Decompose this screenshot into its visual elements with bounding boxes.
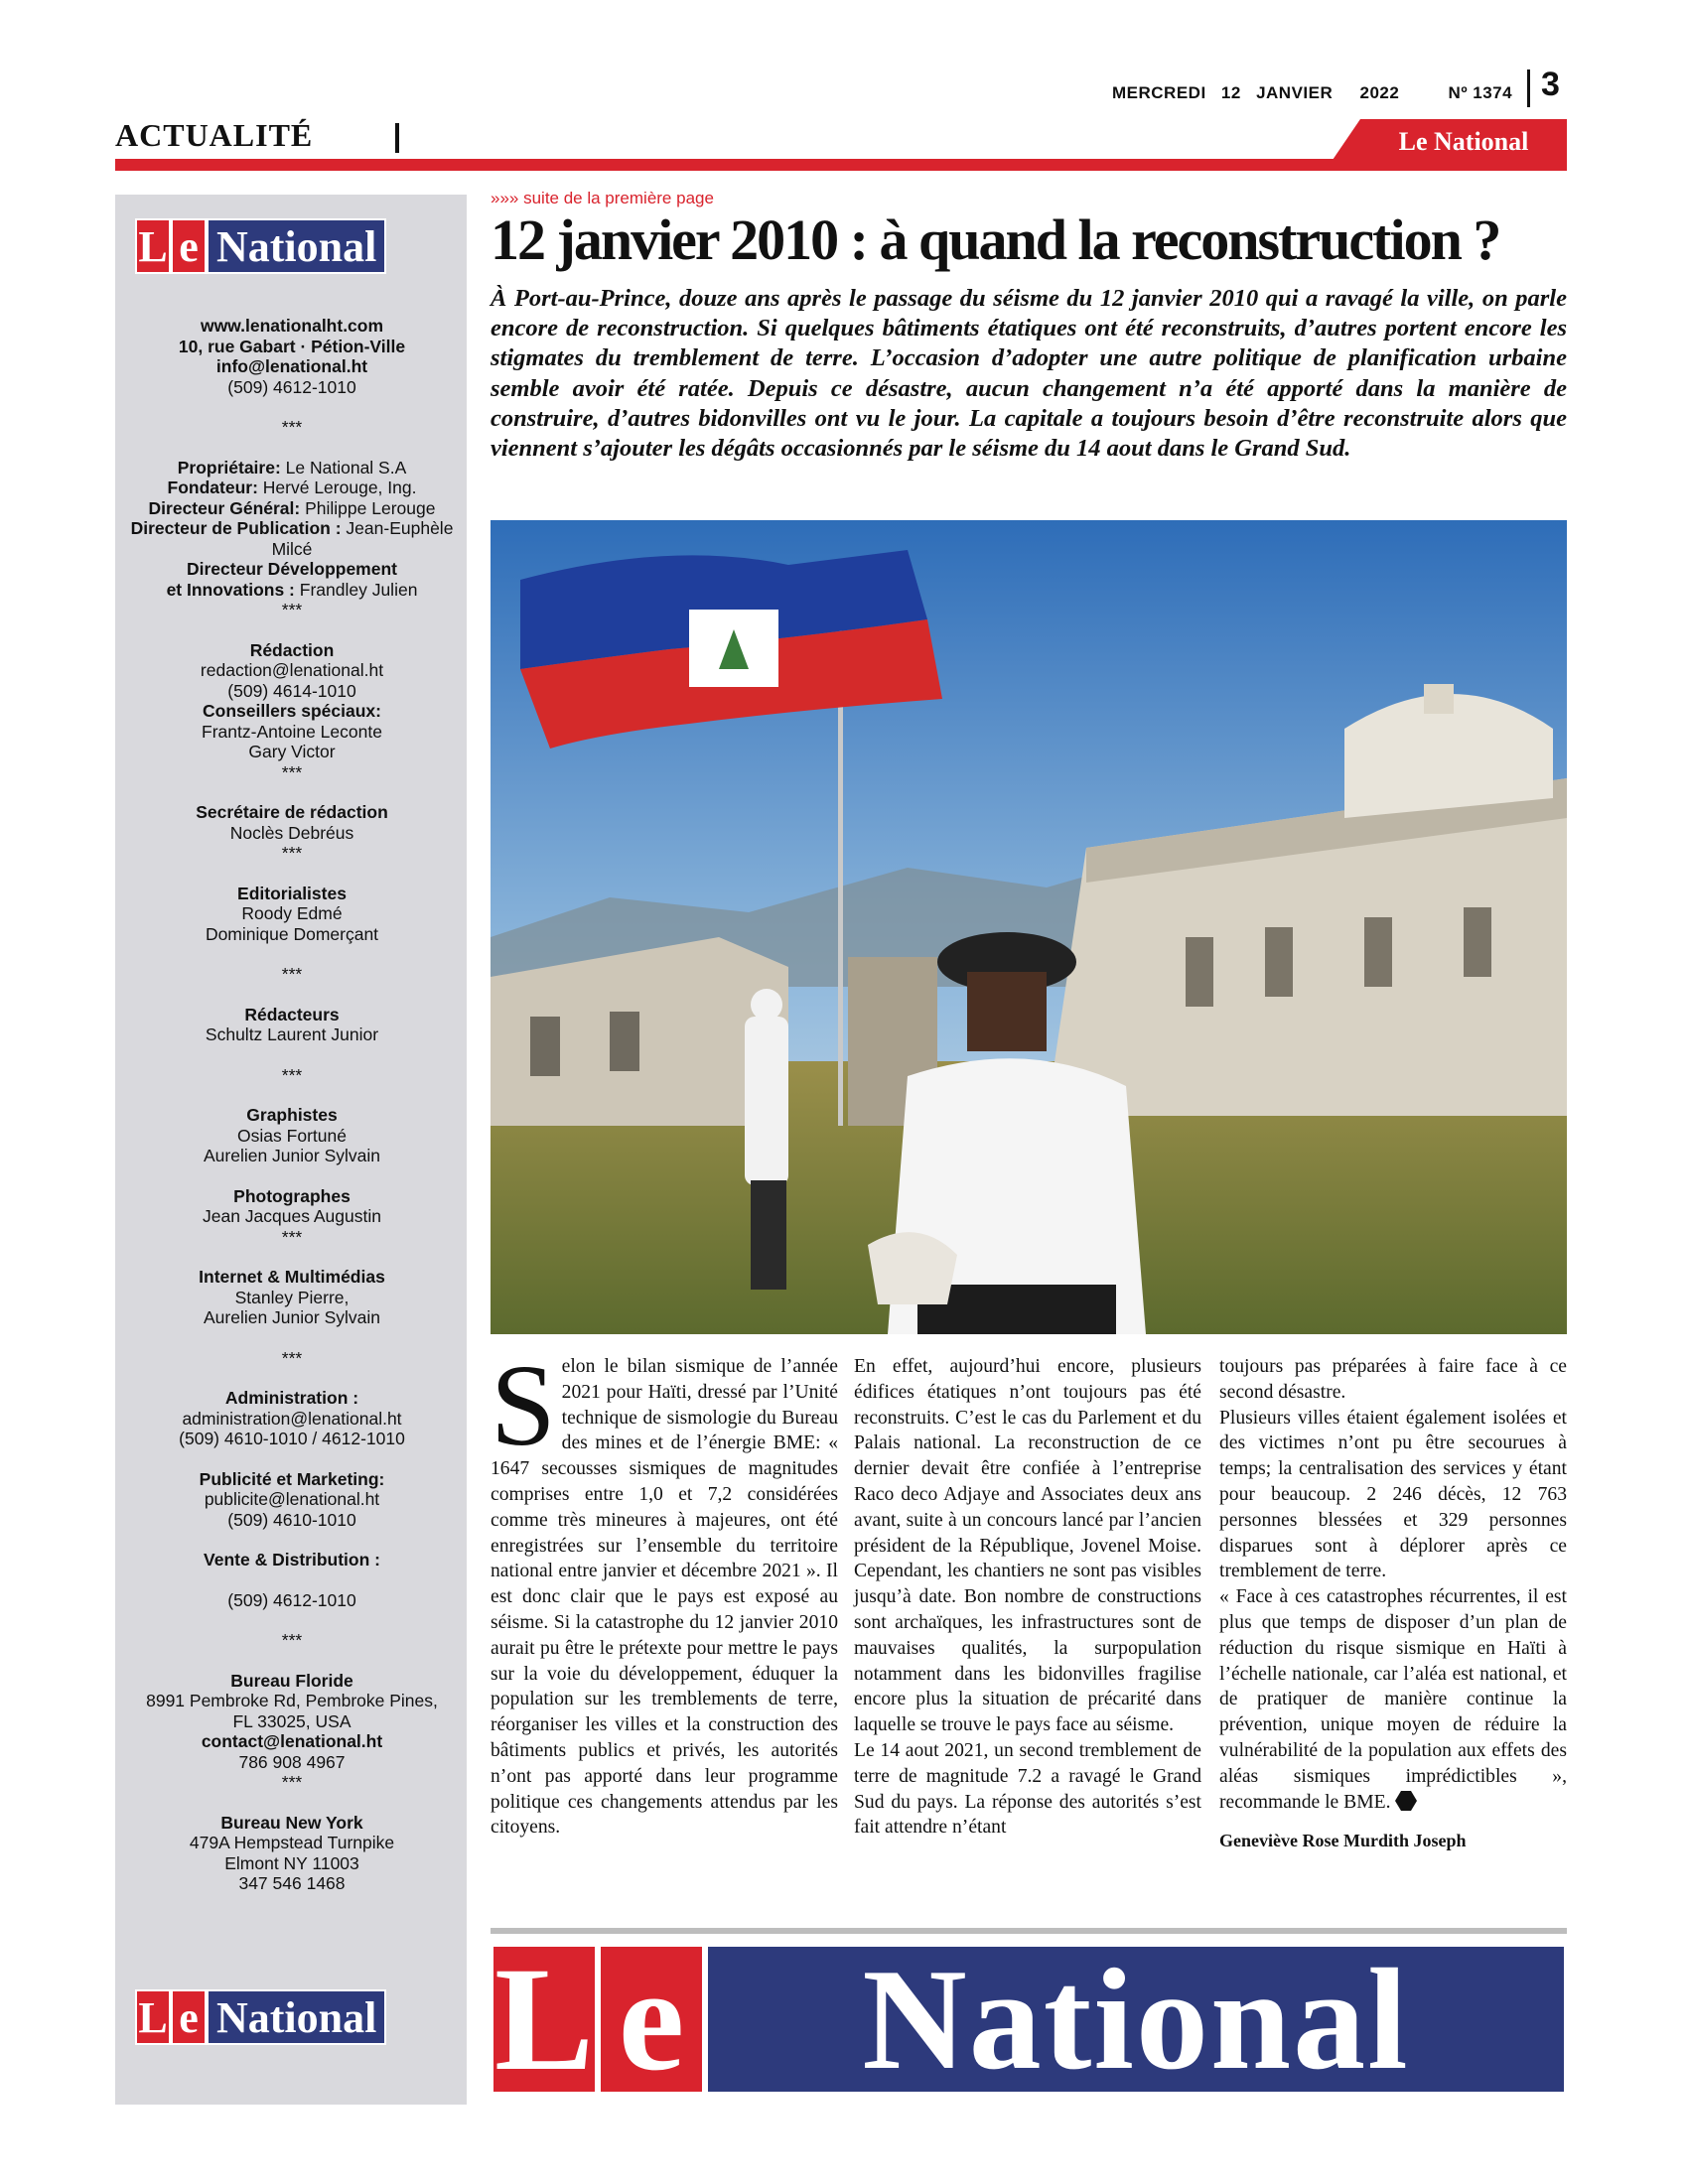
brand-tab-label: Le National <box>1398 127 1529 156</box>
admin-email: administration@lenational.ht <box>182 1408 402 1429</box>
masthead-text <box>125 316 459 1894</box>
logo-word-national: National <box>705 1944 1567 2095</box>
photographe: Jean Jacques Augustin <box>203 1206 381 1226</box>
dg-label: Directeur Général: <box>148 497 301 518</box>
separator: *** <box>281 761 303 782</box>
article-headline: 12 janvier 2010 : à quand la reconstruction ? <box>491 207 1500 272</box>
column-2-paragraph-1: En effet, aujourd’hui encore, plusieurs édifices étatiques n’ont toujours pas été reconstruits. C’est le cas du Parlement et du Palais national. La reconstruction de ce dernier devait être confiée à l’entreprise Raco deco Adjaye and Associates deux ans avant, suite à un concours lancé par l’ancien président de la République, Jovenel Moise. Cependant, les chantiers ne sont pas visibles jusqu’à date. Bon nombre de constructions sont archaïques, les infrastructures sont de mauvaises qualités, la surpopulation notamment dans les bidonvilles fragilise encore plus la situation de précarité dans laquelle se trouve le pays face au séisme. <box>854 1356 1201 1736</box>
logo-word-national: National <box>207 218 386 274</box>
secretaire-label: Secrétaire de rédaction <box>196 802 388 822</box>
column-3-paragraph-2: Plusieurs villes étaient également isolées et des victimes n’ont pu être secourues à temps; la centralisation des services y étant pour beaucoup. 2 246 décès, 12 763 personnes blessées et 329 personnes disparues sont à déplorer après ce tremblement de terre. <box>1219 1407 1567 1582</box>
ny-address: Elmont NY 11003 <box>224 1852 359 1873</box>
separator: *** <box>281 417 303 437</box>
internet-member: Stanley Pierre, <box>234 1287 350 1307</box>
article-column-1 <box>491 1340 838 1841</box>
dp-label: Directeur de Publication : <box>130 518 342 538</box>
dg: Philippe Lerouge <box>305 497 436 518</box>
footer-logo <box>491 1937 1567 2102</box>
separator: *** <box>281 1347 303 1368</box>
page-number-divider <box>1527 69 1530 107</box>
article-column-3 <box>1219 1354 1567 1854</box>
column-3-paragraph-3-text: « Face à ces catastrophes récurrentes, il est plus que temps de disposer d’un plan de réduction du risque sismique en Haïti à l’échelle nationale, car l’aléa est national, et de pratiquer de manière continue la prévention, unique moyen de réduire la vulnérabilité de la population aux effets des aléas sismiques imprédictibles », recommande le BME. <box>1219 1586 1567 1813</box>
logo-letter-e: e <box>171 1989 207 2045</box>
page-number: 3 <box>1541 66 1560 103</box>
vente-label: Vente & Distribution : <box>204 1550 380 1570</box>
vente-phone: (509) 4612-1010 <box>227 1589 356 1610</box>
separator: *** <box>281 600 303 619</box>
founder: Hervé Lerouge, Ing. <box>262 478 417 497</box>
pub-phone: (509) 4610-1010 <box>227 1509 356 1530</box>
owner-label: Propriétaire: <box>177 457 281 478</box>
graphiste: Aurelien Junior Sylvain <box>203 1146 380 1165</box>
separator: *** <box>281 1226 303 1247</box>
logo-letter-l: L <box>491 1944 598 2095</box>
dev-label-2: et Innovations : <box>166 579 295 600</box>
separator: *** <box>281 964 303 984</box>
editorialiste: Roody Edmé <box>241 903 343 923</box>
article-photo <box>491 520 1567 1334</box>
dp: Jean-Euphèle Milcé <box>271 518 454 559</box>
photo-flag-ceremony-palace <box>491 520 1567 1334</box>
sidebar-logo-top <box>135 218 451 274</box>
continuation-kicker: »»» suite de la première page <box>491 189 714 207</box>
ny-address: 479A Hempstead Turnpike <box>189 1833 395 1852</box>
redaction-phone: (509) 4614-1010 <box>227 680 356 701</box>
redacteurs-label: Rédacteurs <box>244 1004 340 1024</box>
admin-label: Administration : <box>224 1388 359 1408</box>
pub-label: Publicité et Marketing: <box>199 1468 385 1489</box>
section-divider <box>395 123 399 153</box>
issue-date <box>1112 83 1522 103</box>
floride-address: FL 33025, USA <box>232 1710 352 1731</box>
phone: (509) 4612-1010 <box>227 376 356 397</box>
editorialistes-label: Editorialistes <box>237 883 347 903</box>
graphistes-label: Graphistes <box>246 1105 338 1125</box>
date-day: MERCREDI <box>1112 83 1206 102</box>
owner: Le National S.A <box>285 457 407 478</box>
floride-phone: 786 908 4967 <box>238 1751 346 1772</box>
logo-letter-l: L <box>135 218 171 274</box>
column-3-paragraph-3 <box>1219 1584 1567 1815</box>
dev-label-1: Directeur Développement <box>186 559 397 579</box>
redacteur: Schultz Laurent Junior <box>205 1024 379 1044</box>
header-rule <box>115 159 1567 171</box>
date-month: JANVIER <box>1256 83 1334 102</box>
conseiller: Frantz-Antoine Leconte <box>202 721 382 742</box>
ny-label: Bureau New York <box>220 1812 363 1833</box>
pub-email: publicite@lenational.ht <box>204 1489 380 1509</box>
dev: Frandley Julien <box>299 579 418 600</box>
logo-letter-e: e <box>171 218 207 274</box>
admin-phone: (509) 4610-1010 / 4612-1010 <box>179 1429 405 1448</box>
end-mark-icon <box>1395 1791 1417 1811</box>
redaction-label: Rédaction <box>249 639 335 660</box>
photographes-label: Photographes <box>233 1185 351 1206</box>
floride-address: 8991 Pembroke Rd, Pembroke Pines, <box>146 1691 438 1710</box>
website: www.lenationalht.com <box>200 316 384 336</box>
graphiste: Osias Fortuné <box>237 1125 347 1146</box>
email: info@lenational.ht <box>215 356 368 376</box>
conseillers-label: Conseillers spéciaux: <box>203 701 381 721</box>
separator: *** <box>281 843 303 863</box>
date-number: 12 <box>1220 83 1241 102</box>
redaction-email: redaction@lenational.ht <box>200 660 384 680</box>
article-column-2 <box>854 1354 1201 1841</box>
address: 10, rue Gabart · Pétion-Ville <box>178 336 406 356</box>
column-3-paragraph-1: toujours pas préparées à faire face à ce second désastre. <box>1219 1356 1567 1403</box>
column-1-text: elon le bilan sismique de l’année 2021 pour Haïti, dressé par l’Unité technique de sismologie du Bureau des mines et de l’énergie BME: « 1647 secousses sismiques de magnitudes comprises entre 1,0 et 7,2 considérées comme très mineures à majeures, ont été enregistrées sur l’ensemble du territoire national entre janvier et décembre 2021 ». Il est donc clair que le pays est exposé au séisme. Si la catastrophe du 12 janvier 2010 aurait pu être le prétexte pour mettre le pays sur la voie du développement, éduquer la population sur les tremblements de terre, réorganiser les villes et la construction des bâtiments publics et privés, les autorités n’ont pas apporté dans leur programme politique ces changements attendus par les citoyens. <box>491 1356 838 1839</box>
secretaire: Noclès Debréus <box>229 822 354 843</box>
section-title: ACTUALITÉ <box>115 117 314 153</box>
conseiller: Gary Victor <box>248 742 336 761</box>
article-byline: Geneviève Rose Murdith Joseph <box>1219 1831 1467 1851</box>
internet-member: Aurelien Junior Sylvain <box>203 1307 380 1327</box>
separator: *** <box>281 1630 303 1650</box>
date-year: 2022 <box>1359 83 1400 102</box>
separator: *** <box>281 1064 303 1085</box>
separator: *** <box>281 1772 303 1792</box>
sidebar-logo-bottom <box>135 1989 451 2045</box>
floride-label: Bureau Floride <box>230 1670 353 1691</box>
logo-word-national: National <box>207 1989 386 2045</box>
ny-phone: 347 546 1468 <box>238 1873 346 1893</box>
article-lede: À Port-au-Prince, douze ans après le passage du séisme du 12 janvier 2010 qui a ravagé la ville, on parle encore de reconstruction. Si quelques bâtiments étatiques ont été reconstruits, d’autres portent encore les stigmates du tremblement de terre. L’occasion d’adopter une autre politique de planification urbaine semble avoir été ratée. Depuis ce désastre, aucun changement n’a été apporté dans la manière de construire, d’autres bidonvilles ont vu le jour. La capitale a toujours besoin d’être reconstruite alors que viennent s’ajouter les dégâts occasionnés par le séisme du 14 aout dans le Grand Sud. <box>491 285 1567 463</box>
issue-number: Nº 1374 <box>1448 83 1513 102</box>
founder-label: Fondateur: <box>167 478 258 497</box>
internet-label: Internet & Multimédias <box>199 1267 385 1287</box>
drop-cap: S <box>491 1340 556 1470</box>
logo-letter-l: L <box>135 1989 171 2045</box>
logo-letter-e: e <box>598 1944 705 2095</box>
floride-email: contact@lenational.ht <box>201 1731 383 1751</box>
editorialiste: Dominique Domerçant <box>205 923 379 944</box>
column-2-paragraph-2: Le 14 aout 2021, un second tremblement de terre de magnitude 7.2 a ravagé le Grand Sud du pays. La réponse des autorités s’est fait attendre n’étant <box>854 1739 1201 1839</box>
